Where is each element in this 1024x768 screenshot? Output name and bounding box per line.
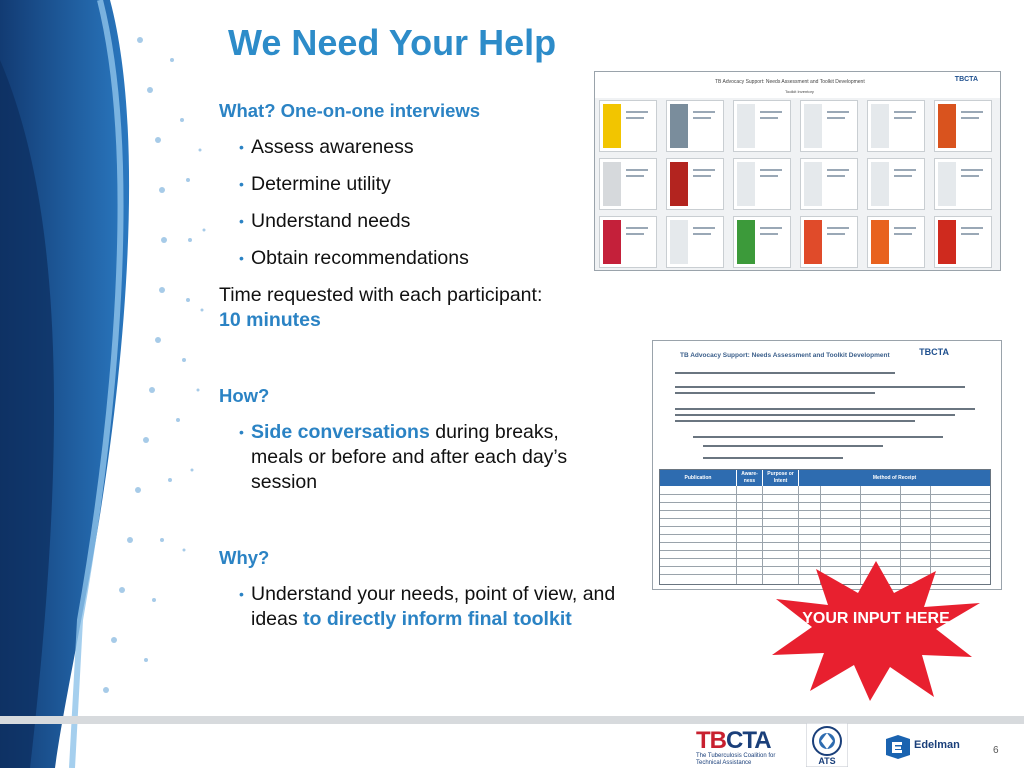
thumbnail	[934, 100, 992, 152]
inventory-header	[595, 72, 1000, 98]
survey-text-line	[675, 408, 975, 410]
why-highlight: to directly inform final toolkit	[303, 608, 572, 630]
table-row	[660, 542, 990, 543]
thumbnail	[666, 158, 724, 210]
inventory-subtitle: Toolkit Inventory	[785, 89, 814, 94]
thumbnail	[800, 216, 858, 268]
list-item: • Assess awareness	[219, 135, 639, 160]
thumbnail	[934, 158, 992, 210]
survey-text-line	[693, 436, 943, 438]
table-header: Method of Receipt	[799, 470, 990, 486]
list-item: • Obtain recommendations	[219, 246, 639, 271]
thumbnail	[867, 158, 925, 210]
thumbnail	[666, 216, 724, 268]
table-row	[660, 526, 990, 527]
time-requested-text: Time requested with each participant:	[219, 284, 543, 306]
table-header: Purpose or Intent	[763, 470, 798, 486]
callout-text: YOUR INPUT HERE	[802, 610, 950, 627]
table-row	[660, 510, 990, 511]
why-text: Understand your needs, point of view, and ideas	[251, 583, 616, 630]
thumbnail	[867, 100, 925, 152]
survey-text-line	[675, 372, 895, 374]
edelman-logo	[884, 733, 964, 761]
decorative-left-band	[0, 0, 215, 768]
survey-logo: TBCTA	[919, 347, 949, 357]
how-text: during breaks, meals or before and after each day’s session	[251, 421, 568, 493]
table-column-divider	[762, 486, 763, 584]
table-column-divider	[736, 486, 737, 584]
edelman-mark-icon	[884, 733, 912, 761]
thumbnail	[599, 216, 657, 268]
ats-logo	[806, 723, 848, 767]
thumbnail	[867, 216, 925, 268]
thumbnail	[800, 100, 858, 152]
inventory-title: TB Advocacy Support: Needs Assessment and Toolkit Development	[715, 79, 865, 85]
list-item	[219, 582, 641, 632]
survey-text-line	[675, 414, 955, 416]
survey-text-line	[675, 386, 965, 388]
what-heading: What? One-on-one interviews	[219, 100, 481, 121]
list-item: • Determine utility	[219, 172, 639, 197]
inventory-logo: TBCTA	[954, 76, 978, 83]
footer-divider	[0, 716, 1024, 724]
tbcta-logo	[696, 729, 798, 765]
table-row	[660, 518, 990, 519]
table-row	[660, 502, 990, 503]
how-heading: How?	[219, 385, 270, 406]
slide-body	[219, 98, 639, 632]
thumbnail	[599, 158, 657, 210]
survey-title: TB Advocacy Support: Needs Assessment and Toolkit Development	[680, 352, 890, 359]
list-item	[219, 420, 611, 495]
slide-title: We Need Your Help	[228, 22, 557, 63]
survey-form-image	[652, 340, 1002, 590]
survey-text-line	[703, 457, 843, 459]
thumbnail	[733, 100, 791, 152]
survey-text-line	[703, 445, 883, 447]
survey-text-line	[675, 392, 875, 394]
table-row	[660, 494, 990, 495]
how-highlight: Side conversations	[251, 421, 430, 443]
tbcta-wordmark: TBCTA	[696, 727, 771, 754]
time-requested-value: 10 minutes	[219, 309, 321, 331]
what-bullet-list	[219, 135, 639, 271]
table-header: Aware-ness	[737, 470, 762, 486]
starburst-callout	[766, 555, 986, 705]
list-item: • Understand needs	[219, 209, 639, 234]
thumbnail	[934, 216, 992, 268]
table-header: Publication	[660, 470, 736, 486]
table-row	[660, 550, 990, 551]
table-row	[660, 534, 990, 535]
page-number: 6	[993, 745, 999, 756]
thumbnail	[733, 158, 791, 210]
survey-text-line	[675, 420, 915, 422]
edelman-wordmark: Edelman	[914, 739, 960, 751]
thumbnail	[800, 158, 858, 210]
tbcta-tagline: The Tuberculosis Coalition for Technical Assistance	[696, 753, 776, 766]
thumbnail	[733, 216, 791, 268]
why-heading: Why?	[219, 547, 270, 568]
thumbnail	[666, 100, 724, 152]
toolkit-inventory-image	[594, 71, 1001, 271]
why-bullet-list	[219, 582, 639, 632]
svg-text:ATS: ATS	[818, 756, 836, 766]
thumbnail	[599, 100, 657, 152]
how-bullet-list	[219, 420, 639, 495]
